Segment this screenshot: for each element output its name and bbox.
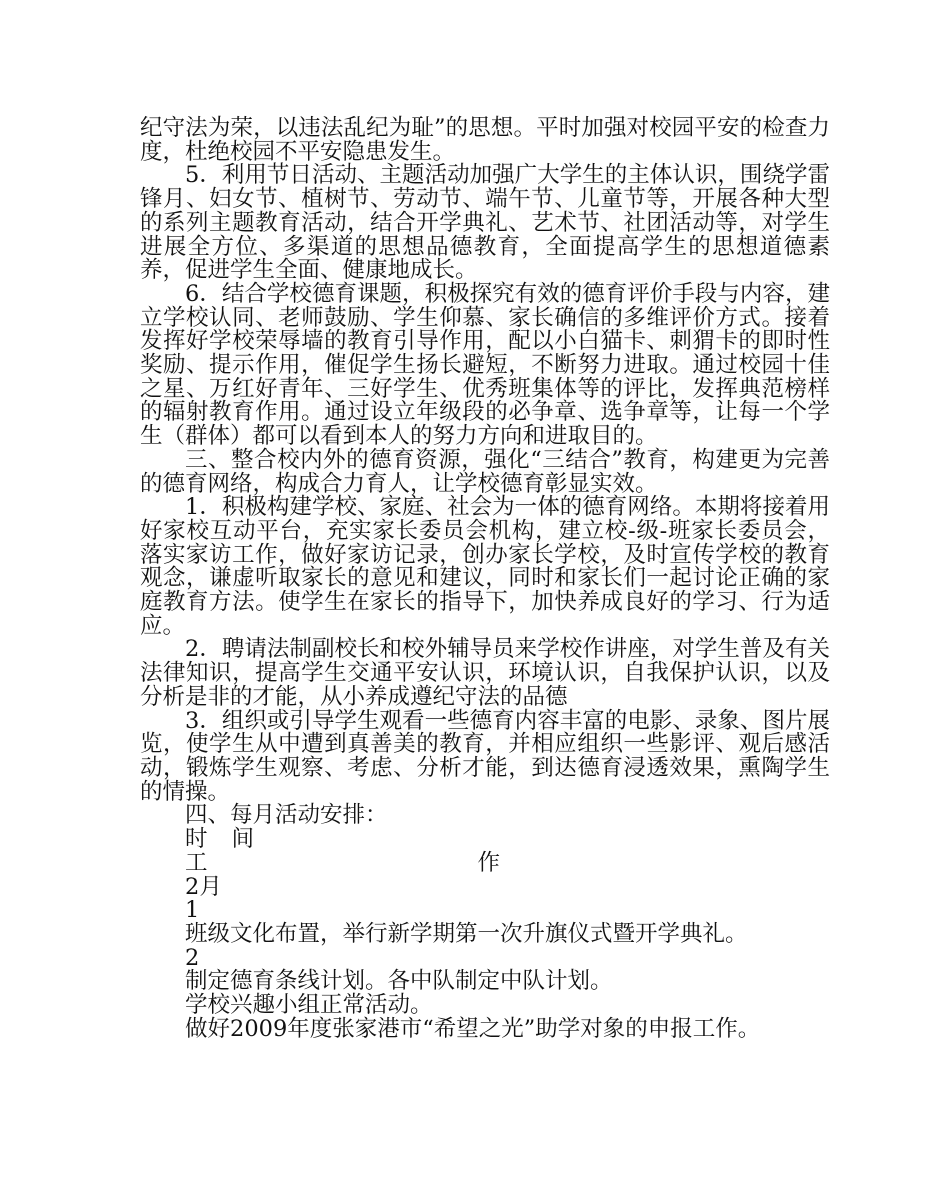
paragraph-campus-safety: 纪守法为荣，以违法乱纪为耻”的思想。平时加强对校园平安的检查力度，杜绝校园不平安隐患发生。: [140, 115, 830, 165]
document-page: [140, 117, 830, 1041]
paragraph-home-school-network: 1．积极构建学校、家庭、社会为一体的德育网络。本期将接着用好家校互动平台，充实家长委员会机构，建立校-级-班家长委员会，落实家访工作，做好家访记录，创办家长学校，及时宣传学校的教育观念，谦虚听取家长的意见和建议，同时和家长们一起讨论正确的家庭教育方法。使学生在家长的指导下，加快养成良好的学习、行为适应。: [140, 494, 830, 639]
schedule-header-work: [140, 849, 830, 876]
paragraph-moral-evaluation: 6．结合学校德育课题，积极探究有效的德育评价手段与内容，建立学校认同、老师鼓励、学生仰慕、家长确信的多维评价方式。接着发挥好学校荣辱墙的教育引导作用，配以小白猫卡、刺猬卡的即时性奖励、提示作用，催促学生扬长避短，不断努力进取。通过校园十佳之星、万红好青年、三好学生、优秀班集体等的评比，发挥典范榜样的辐射教育作用。通过设立年级段的必争章、选争章等，让每一个学生（群体）都可以看到本人的努力方向和进取目的。: [140, 280, 830, 450]
schedule-header-work-char-1: 工: [185, 849, 208, 876]
section-heading-three: 三、整合校内外的德育资源，强化“三结合”教育，构建更为完善的德育网络，构成合力育人，让学校德育彰显实效。: [140, 446, 830, 497]
schedule-header-work-char-2: 作: [477, 849, 501, 876]
schedule-week-number: 1: [185, 897, 200, 924]
schedule-week-item: 学校兴趣小组正常活动。: [185, 992, 433, 1019]
schedule-week-item: 班级文化布置，举行新学期第一次升旗仪式暨开学典礼。: [185, 920, 748, 947]
schedule-header-time: [140, 828, 830, 852]
schedule-header-time-char-2: 间: [231, 826, 255, 853]
paragraph-legal-lectures: 2．聘请法制副校长和校外辅导员来学校作讲座，对学生普及有关法律知识，提高学生交通平安认识，环境认识，自我保护认识，以及分析是非的才能，从小养成遵纪守法的品德: [140, 636, 830, 710]
schedule-header-time-char-1: 时: [185, 826, 208, 853]
schedule-week-number: 2: [185, 944, 200, 971]
section-heading-four: 四、每月活动安排：: [185, 802, 388, 829]
schedule-week-item: 做好2009年度张家港市“希望之光”助学对象的申报工作。: [185, 1015, 761, 1042]
paragraph-festival-activities: 5．利用节日活动、主题活动加强广大学生的主体认识，围绕学雷锋月、妇女节、植树节、劳动节、端午节、儿童节等，开展各种大型的系列主题教育活动，结合开学典礼、艺术节、社团活动等，对学生进展全方位、多渠道的思想品德教育，全面提高学生的思想道德素养，促进学生全面、健康地成长。: [140, 162, 830, 284]
schedule-month: 2月: [185, 873, 222, 900]
schedule-week-item: 制定德育条线计划。各中队制定中队计划。: [185, 968, 613, 995]
paragraph-films-exhibits: 3．组织或引导学生观看一些德育内容丰富的电影、录象、图片展览，使学生从中遭到真善美的教育，并相应组织一些影评、观后感活动，锻炼学生观察、考虑、分析才能，到达德育浸透效果，熏陶学生的情操。: [140, 707, 830, 805]
